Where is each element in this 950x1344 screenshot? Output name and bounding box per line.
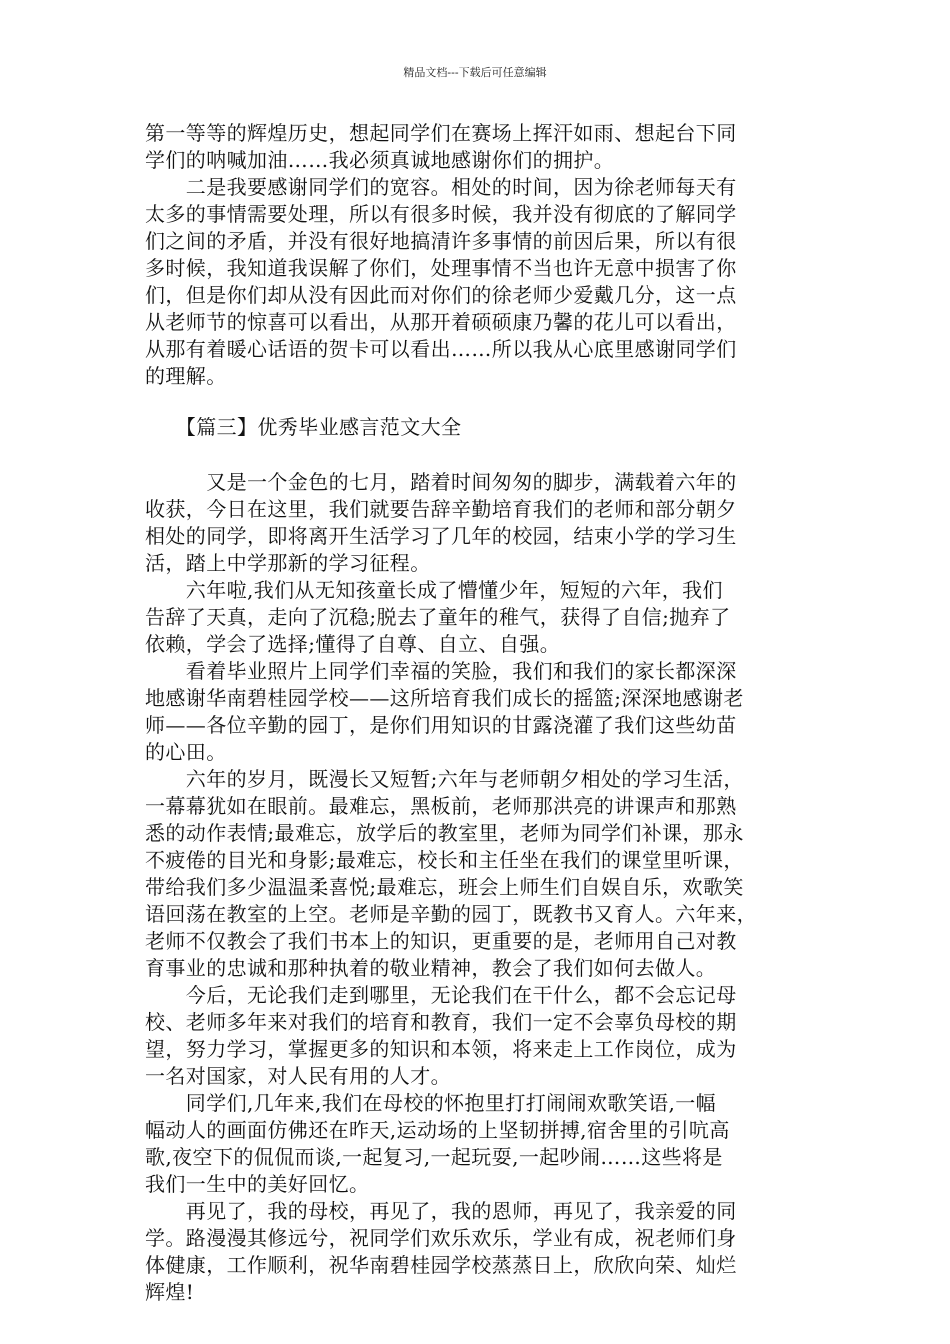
text-line: 我们一生中的美好回忆。 [145,1172,370,1196]
text-line: 多时候，我知道我误解了你们，处理事情不当也许无意中损害了你 [145,256,737,280]
paragraph [145,658,810,766]
text-line: 育事业的忠诚和那种执着的敬业精神，教会了我们如何去做人。 [145,956,717,980]
text-line: 从那有着暖心话语的贺卡可以看出……所以我从心底里感谢同学们 [145,337,737,361]
text-line: 地感谢华南碧桂园学校——这所培育我们成长的摇篮;深深地感谢老 [145,686,744,710]
spacer [145,390,810,414]
text-line: 幅动人的画面仿佛还在昨天,运动场的上坚韧拼搏,宿舍里的引吭高 [145,1118,730,1142]
text-line: 语回荡在教室的上空。老师是辛勤的园丁，既教书又育人。六年来， [145,902,757,926]
text-line: 再见了，我的母校，再见了，我的恩师，再见了，我亲爱的同 [145,1199,737,1223]
text-line: 活，踏上中学那新的学习征程。 [145,551,431,575]
text-line: 体健康，工作顺利，祝华南碧桂园学校蒸蒸日上，欣欣向荣、灿烂 [145,1253,737,1277]
text-line: 太多的事情需要处理，所以有很多时候，我并没有彻底的了解同学 [145,202,737,226]
paragraph [145,766,810,982]
text-line: 依赖，学会了选择;懂得了自尊、自立、自强。 [145,632,561,656]
text-line: 学。路漫漫其修远兮，祝同学们欢乐欢乐，学业有成，祝老师们身 [145,1226,737,1250]
text-line: 二是我要感谢同学们的宽容。相处的时间，因为徐老师每天有 [145,175,737,199]
text-line: 一名对国家，对人民有用的人才。 [145,1064,451,1088]
text-line: 学们的呐喊加油……我必须真诚地感谢你们的拥护。 [145,148,615,172]
text-line: 看着毕业照片上同学们幸福的笑脸，我们和我们的家长都深深 [145,659,737,683]
text-line: 六年的岁月，既漫长又短暂;六年与老师朝夕相处的学习生活， [145,767,744,791]
paragraph [145,120,810,174]
text-line: 辉煌! [145,1280,195,1304]
text-line: 【篇三】优秀毕业感言范文大全 [145,415,462,439]
text-line: 相处的同学，即将离开生活学习了几年的校园，结束小学的学习生 [145,524,737,548]
text-line: 歌,夜空下的侃侃而谈,一起复习,一起玩耍,一起吵闹……这些将是 [145,1145,723,1169]
paragraph [145,1090,810,1198]
text-line: 收获，今日在这里，我们就要告辞辛勤培育我们的老师和部分朝夕 [145,497,737,521]
paragraph [145,982,810,1090]
text-line: 的心田。 [145,740,227,764]
text-line: 一幕幕犹如在眼前。最难忘，黑板前，老师那洪亮的讲课声和那熟 [145,794,737,818]
text-line: 老师不仅教会了我们书本上的知识，更重要的是，老师用自己对教 [145,929,737,953]
section-heading [145,414,810,441]
text-line: 又是一个金色的七月，踏着时间匆匆的脚步，满载着六年的 [145,470,737,494]
text-line: 今后，无论我们走到哪里，无论我们在干什么，都不会忘记母 [145,983,737,1007]
text-line: 告辞了天真，走向了沉稳;脱去了童年的稚气，获得了自信;抛弃了 [145,605,731,629]
text-line: 悉的动作表情;最难忘，放学后的教室里，老师为同学们补课，那永 [145,821,744,845]
text-line: 带给我们多少温温柔喜悦;最难忘，班会上师生们自娱自乐，欢歌笑 [145,875,744,899]
text-line: 从老师节的惊喜可以看出，从那开着硕硕康乃馨的花儿可以看出， [145,310,737,334]
text-line: 们之间的矛盾，并没有很好地搞清许多事情的前因后果，所以有很 [145,229,737,253]
text-line: 们，但是你们却从没有因此而对你们的徐老师少爱戴几分，这一点 [145,283,737,307]
paragraph [145,577,810,658]
paragraph [145,469,810,577]
text-line: 师——各位辛勤的园丁，是你们用知识的甘露浇灌了我们这些幼苗 [145,713,737,737]
document-body [145,120,810,1306]
text-line: 的理解。 [145,364,227,388]
text-line: 校、老师多年来对我们的培育和教育，我们一定不会辜负母校的期 [145,1010,737,1034]
text-line: 第一等等的辉煌历史，想起同学们在赛场上挥汗如雨、想起台下同 [145,121,737,145]
page-header: 精品文档---下载后可任意编辑 [403,66,547,79]
paragraph [145,1198,810,1306]
text-line: 不疲倦的目光和身影;最难忘，校长和主任坐在我们的课堂里听课， [145,848,744,872]
text-line: 望，努力学习，掌握更多的知识和本领，将来走上工作岗位，成为 [145,1037,737,1061]
paragraph [145,174,810,390]
text-line: 同学们,几年来,我们在母校的怀抱里打打闹闹欢歌笑语,一幅 [145,1091,717,1115]
spacer [145,441,810,469]
text-line: 六年啦,我们从无知孩童长成了懵懂少年，短短的六年，我们 [145,578,723,602]
